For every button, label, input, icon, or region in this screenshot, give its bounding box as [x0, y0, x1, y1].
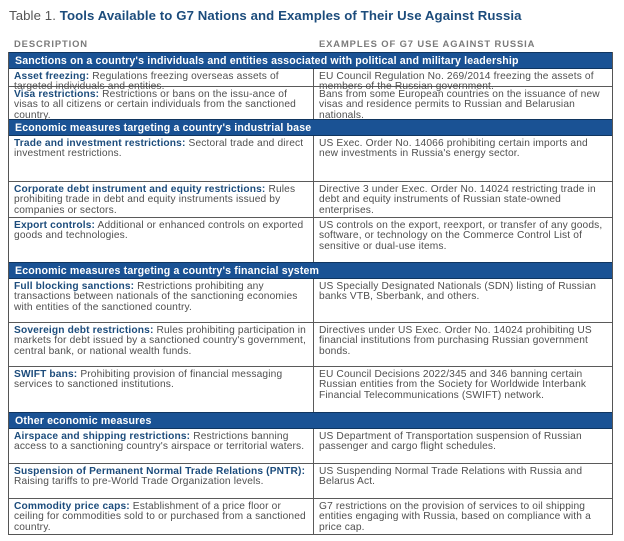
description-cell: [9, 136, 314, 181]
example-cell: US controls on the export, reexport, or transfer of any goods, software, or technology on the Commerce Control List of sensitive or dual-use items.: [319, 220, 603, 252]
term: Corporate debt instrument and equity restrictions:: [14, 184, 266, 195]
term: Asset freezing:: [14, 71, 90, 82]
description-text: Restrictions prohibiting any transactions between nationals of the sanctioning economies with entities of the sanctioned country.: [14, 281, 298, 313]
example-cell: EU Council Decisions 2022/345 and 346 banning certain Russian entities from the Society for Worldwide Interbank Financial Telecommunications (SWIFT) network.: [319, 369, 587, 401]
description-text: Restrictions or bans on the issu-ance of visas to all citizens or certain individuals from the sanctioned country.: [14, 89, 296, 121]
section-header-financial-system: Economic measures targeting a country's financial system: [9, 262, 612, 279]
description-text: Restrictions banning access to a sanctioning country's airspace or territorial waters.: [14, 431, 305, 453]
example-cell: Directives under US Exec. Order No. 14024 prohibiting US financial institutions from purchasing Russian government bonds.: [319, 325, 592, 357]
table-row: [9, 218, 612, 262]
description-text: Rules prohibiting participation in markets for debt issued by a sanctioned country's government, central bank, or national wealth funds.: [14, 325, 306, 357]
table-number: Table 1.: [9, 8, 56, 23]
column-headers: [9, 38, 613, 51]
table-title-text: Tools Available to G7 Nations and Examples of Their Use Against Russia: [59, 8, 522, 23]
example-cell: Directive 3 under Exec. Order No. 14024 restricting trade in debt and equity instruments of Russian state-owned enterprises.: [319, 184, 596, 216]
description-cell: [9, 182, 314, 217]
description-text: Raising tariffs to pre-World Trade Organization levels.: [14, 476, 264, 488]
column-header-examples: EXAMPLES OF G7 USE AGAINST RUSSIA: [319, 38, 536, 49]
table-row: [9, 499, 612, 534]
description-cell: [9, 429, 314, 463]
term: Trade and investment restrictions:: [14, 138, 186, 149]
term: Sovereign debt restrictions:: [14, 325, 154, 336]
term: Commodity price caps:: [14, 501, 130, 512]
description-text: Establishment of a price floor or ceiling for commodities sold to or purchased from a sanctioned country.: [14, 501, 306, 533]
table-title: [9, 8, 522, 23]
example-cell: US Exec. Order No. 14066 prohibiting certain imports and new investments in Russia's energy sector.: [319, 138, 588, 160]
description-text: Regulations freezing overseas assets of targeted individuals and entities.: [14, 71, 279, 93]
example-cell: Bans from some European countries on the issuance of new visas and residence permits to Russian and Belarusian nationals.: [319, 89, 600, 121]
description-text: Prohibiting provision of financial messaging services to sanctioned institutions.: [14, 369, 283, 391]
table-row: [9, 87, 612, 119]
section-header-other-measures: Other economic measures: [9, 412, 612, 429]
table-row: [9, 182, 612, 218]
term: Visa restrictions:: [14, 89, 100, 100]
column-header-description: DESCRIPTION: [14, 38, 88, 49]
section-header-industrial-base: Economic measures targeting a country's industrial base: [9, 119, 612, 136]
example-cell: US Specially Designated Nationals (SDN) listing of Russian banks VTB, Sberbank, and others.: [319, 281, 597, 303]
description-text: Rules prohibiting trade in debt and equity instruments issued by companies or sectors.: [14, 184, 296, 216]
example-cell: EU Council Regulation No. 269/2014 freezing the assets of members of the Russian government.: [319, 71, 594, 93]
description-cell: [9, 367, 314, 412]
description-cell: [9, 87, 314, 119]
term: Full blocking sanctions:: [14, 281, 135, 292]
table-row: [9, 367, 612, 412]
term: Export controls:: [14, 220, 96, 231]
description-text: Additional or enhanced controls on exported goods and technologies.: [14, 220, 304, 242]
table-row: [9, 464, 612, 499]
section-header-leadership: Sanctions on a country's individuals and entities associated with political and military leadership: [9, 52, 612, 69]
term: SWIFT bans:: [14, 369, 78, 380]
description-cell: [9, 323, 314, 366]
tools-table: [8, 52, 613, 535]
table-row: [9, 323, 612, 367]
description-text: Sectoral trade and direct investment restrictions.: [14, 138, 304, 160]
example-cell: US Department of Transportation suspension of Russian passenger and cargo flight schedules.: [319, 431, 582, 453]
description-cell: [9, 499, 314, 534]
table-row: [9, 136, 612, 182]
term: Suspension of Permanent Normal Trade Relations (PNTR):: [14, 466, 306, 477]
example-cell: US Suspending Normal Trade Relations with Russia and Belarus Act.: [319, 466, 583, 488]
example-cell: G7 restrictions on the provision of services to oil shipping entities engaging with Russia, based on compliance with a price cap.: [319, 501, 591, 533]
description-cell: [9, 279, 314, 322]
description-cell: [9, 464, 314, 498]
table-row: [9, 429, 612, 464]
description-cell: [9, 69, 314, 93]
description-cell: [9, 218, 314, 262]
term: Airspace and shipping restrictions:: [14, 431, 191, 442]
table-row: [9, 69, 612, 93]
table-row: [9, 279, 612, 323]
